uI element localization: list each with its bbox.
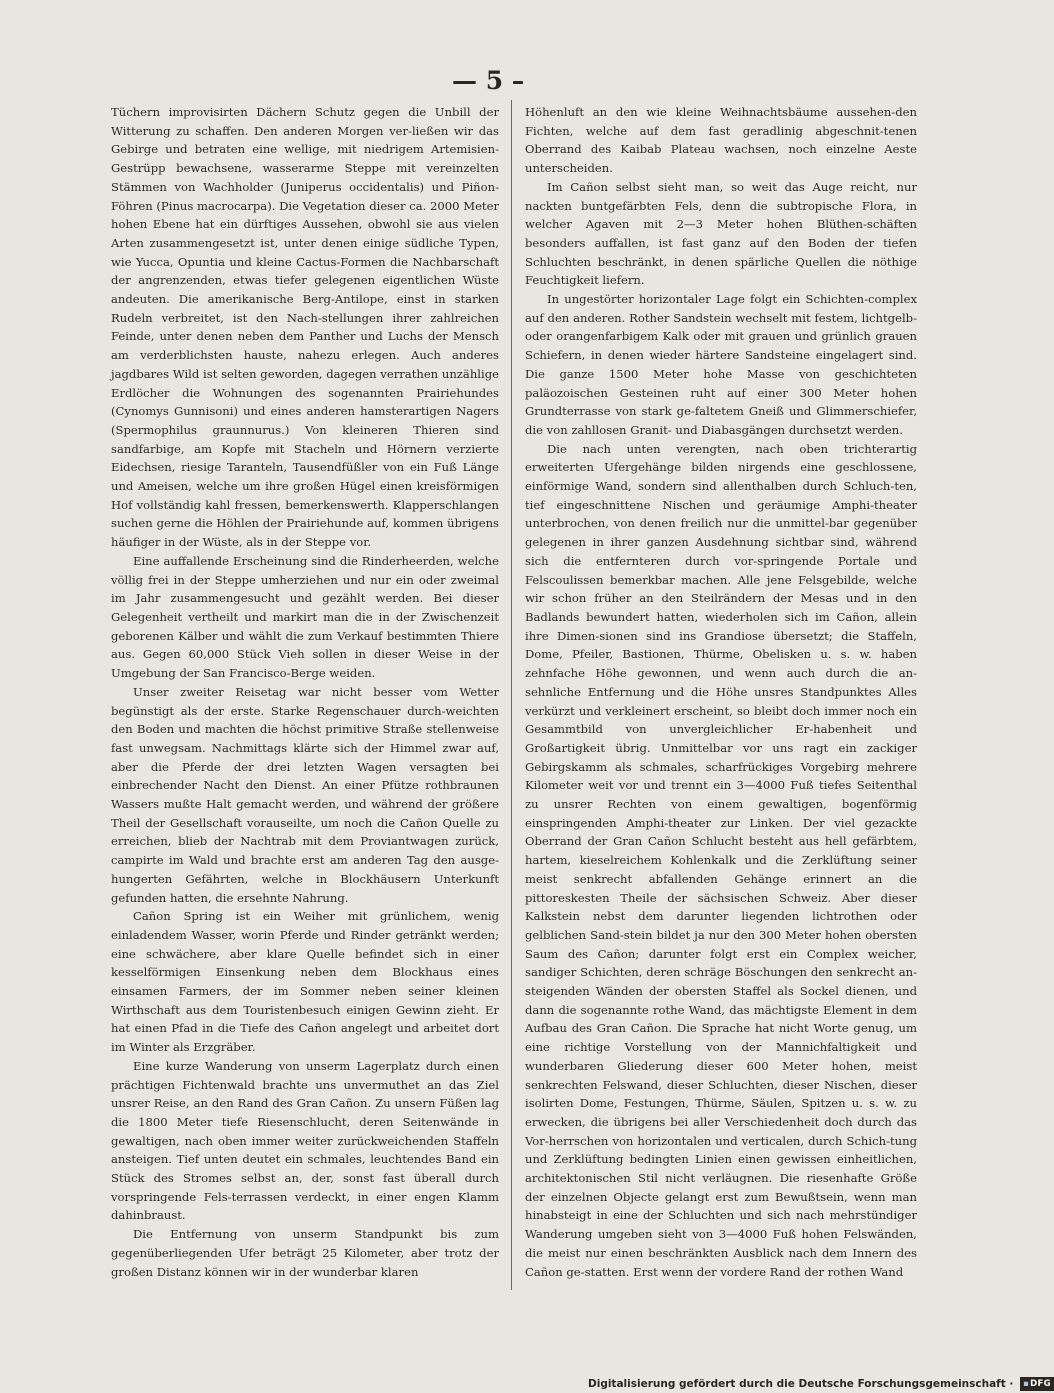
paragraph: Im Cañon selbst sieht man, so weit das Auge reicht, nur nackten buntgefärbten Fels, denn die subtropische Flora, in welcher Agaven mit 2—3 Meter hohen Blüthen-schäften besonders auffallen, ist fast ganz auf den Boden der tiefen Schluchten beschränkt, in denen spärliche Quellen die nöthige Feuchtigkeit liefern. [525,179,917,288]
paragraph: Eine auffallende Erscheinung sind die Rinderheerden, welche völlig frei in der Steppe umherziehen und nur ein oder zweimal im Jahr zusammengesucht und gezählt werden. Bei dieser Gelegenheit vertheilt und markirt man die in der Zwischenzeit geborenen Kälber und wählt die zum Verkauf bestimmten Thiere aus. Gegen 60,000 Stück Vieh sollen in dieser Weise in der Umgebung der San Francisco-Berge weiden. [111,553,499,681]
dfg-logo-text: DFG [1030,1379,1051,1389]
dfg-logo [1020,1377,1054,1391]
digitization-credit [588,1375,1051,1393]
dfg-logo-mark: ▪ [1023,1379,1030,1389]
paragraph: Höhenluft an den wie kleine Weihnachtsbäume aussehen-den Fichten, welche auf dem fast geradlinig abgeschnit-tenen Oberrand des Kaibab Plateau wachsen, noch einzelne Aeste unterscheiden. [525,105,917,176]
page-number: — 5 – [452,66,525,95]
paragraph: Die nach unten verengten, nach oben trichterartig erweiterten Ufergehänge bilden nirgends eine geschlossene, einförmige Wand, sondern sind allenthalben durch Schluch-ten, tief eingeschnittene Nischen und geräumige Amphi-theater unterbrochen, von denen freilich nur die unmittel-bar gegenüber gelegenen in ihrer ganzen Ausdehnung sichtbar sind, während sich die entfernteren durch vor-springende Portale und Felscoulissen bemerkbar machen. Alle jene Felsgebilde, welche wir schon früher an den Steilrändern der Mesas und in den Badlands bewundert hatten, wiederholen sich im Cañon, allein ihre Dimen-sionen sind ins Grandiose übersetzt; die Staffeln, Dome, Pfeiler, Bastionen, Thürme, Obelisken u. s. w. haben zehnfache Höhe gewonnen, und wenn auch durch die an-sehnliche Entfernung und die Höhe unsres Standpunktes Alles verkürzt und verkleinert erscheint, so bleibt doch immer noch ein Gesammtbild von unvergleichlicher Er-habenheit und Großartigkeit übrig. Unmittelbar vor uns ragt ein zackiger Gebirgskamm als schmales, scharfrückiges Vorgebirg mehrere Kilometer weit vor und trennt ein 3—4000 Fuß tiefes Seitenthal zu unsrer Rechten von einem gewaltigen, bogenförmig einspringenden Amphi-theater zur Linken. Der viel gezackte Oberrand der Gran Cañon Schlucht besteht aus hell gefärbtem, hartem, kieselreichem Kohlenkalk und die Zerklüftung seiner meist senkrecht abfallenden Gehänge erinnert an die pittoreskesten Theile der sächsischen Schweiz. Aber dieser Kalkstein nebst dem darunter liegenden lichtrothen oder gelblichen Sand-stein bildet ja nur den 300 Meter hohen obersten Saum des Cañon; darunter folgt erst ein Complex weicher, sandiger Schichten, deren schräge Böschungen den senkrecht an-steigenden Wänden der obersten Staffel als Sockel dienen, und dann die sogenannte rothe Wand, das mächtigste Element in dem Aufbau des Gran Cañon. Die Sprache hat nicht Worte genug, um eine richtige Vorstellung von der Mannichfaltigkeit und wunderbaren Gliederung dieser 600 Meter hohen, meist senkrechten Felswand, dieser Schluchten, dieser Nischen, dieser isolirten Dome, Festungen, Thürme, Säulen, Spitzen u. s. w. zu erwecken, die übrigens bei aller Verschiedenheit doch durch das Vor-herrschen von horizontalen und verticalen, durch Schich-tung und Zerklüftung bedingten Linien einen gewissen einheitlichen, architektonischen Stil nicht verläugnen. Die riesenhafte Größe der einzelnen Objecte gelangt erst zum Bewußtsein, wenn man hinabsteigt in eine der Schluchten und sich nach mehrstündiger Wanderung umgeben sieht von 3—4000 Fuß hohen Felswänden, die meist nur einen beschränkten Ausblick nach dem Innern des Cañon ge-statten. Erst wenn der vordere Rand der rothen Wand [525,441,917,1279]
paragraph: In ungestörter horizontaler Lage folgt ein Schichten-complex auf den anderen. Rother Sandstein wechselt mit festem, lichtgelb- oder orangenfarbigem Kalk oder mit grauen und grünlich grauen Schiefern, in denen wieder härtere Sandsteine eingelagert sind. Die ganze 1500 Meter hohe Masse von geschichteten paläozoischen Gesteinen ruht auf einer 300 Meter hohen Grundterrasse von stark ge-faltetem Gneiß und Glimmerschiefer, die von zahllosen Granit- und Diabasgängen durchsetzt werden. [525,292,917,437]
paragraph: Eine kurze Wanderung von unserm Lagerplatz durch einen prächtigen Fichtenwald brachte uns unvermuthet an das Ziel unsrer Reise, an den Rand des Gran Cañon. Zu unsern Füßen lag die 1800 Meter tiefe Riesenschlucht, deren Seitenwände in gewaltigen, nach oben immer weiter zurückweichenden Staffeln ansteigen. Tief unten deutet ein schmales, leuchtendes Band ein Stück des Stromes selbst an, der, sonst fast überall durch vorspringende Fels-terrassen verdeckt, in einer engen Klamm dahinbraust. [111,1058,499,1223]
column-divider [511,100,512,1290]
text-column-left [111,103,499,1281]
text-column-right [525,103,917,1281]
digitization-credit-text: Digitalisierung gefördert durch die Deutsche Forschungsgemeinschaft · [588,1378,1014,1390]
paragraph: Tüchern improvisirten Dächern Schutz gegen die Unbill der Witterung zu schaffen. Den anderen Morgen ver-ließen wir das Gebirge und betraten eine wellige, mit niedrigem Artemisien-Gestrüpp bewachsene, wasserarme Steppe mit vereinzelten Stämmen von Wachholder (Juniperus occidentalis) und Piñon-Föhren (Pinus macrocarpa). Die Vegetation dieser ca. 2000 Meter hohen Ebene hat ein dürftiges Aussehen, obwohl sie aus vielen Arten zusammengesetzt ist, unter denen einige südliche Typen, wie Yucca, Opuntia und kleine Cactus-Formen die Nachbarschaft der angrenzenden, etwas tiefer gelegenen eigentlichen Wüste andeuten. Die amerikanische Berg-Antilope, einst in starken Rudeln verbreitet, ist den Nach-stellungen ihrer zahlreichen Feinde, unter denen neben dem Panther und Luchs der Mensch am verderblichsten hauste, nahezu erlegen. Auch anderes jagdbares Wild ist selten geworden, dagegen verrathen unzählige Erdlöcher die Wohnungen des sogenannten Prairiehundes (Cynomys Gunnisoni) und eines anderen hamsterartigen Nagers (Spermophilus graunnurus.) Von kleineren Thieren sind sandfarbige, am Kopfe mit Stacheln und Hörnern verzierte Eidechsen, riesige Taranteln, Tausendfüßler von ein Fuß Länge und Ameisen, welche um ihre großen Hügel einen kreisförmigen Hof vollständig kahl fressen, bemerkenswerth. Klapperschlangen suchen gerne die Höhlen der Prairiehunde auf, kommen übrigens häufiger in der Wüste, als in der Steppe vor. [111,105,499,550]
paragraph: Die Entfernung von unserm Standpunkt bis zum gegenüberliegenden Ufer beträgt 25 Kilometer, aber trotz der großen Distanz können wir in der wunderbar klaren [111,1227,499,1279]
paragraph: Unser zweiter Reisetag war nicht besser vom Wetter begünstigt als der erste. Starke Regenschauer durch-weichten den Boden und machten die höchst primitive Straße stellenweise fast unwegsam. Nachmittags klärte sich der Himmel zwar auf, aber die Pferde der drei letzten Wagen versagten bei einbrechender Nacht den Dienst. An einer Pfütze rothbraunen Wassers mußte Halt gemacht werden, und während der größere Theil der Gesellschaft vorauseilte, um noch die Cañon Quelle zu erreichen, blieb der Nachtrab mit dem Proviantwagen zurück, campirte im Wald und brachte erst am anderen Tag den ausge-hungerten Gefährten, welche in Blockhäusern Unterkunft gefunden hatten, die ersehnte Nahrung. [111,684,499,905]
paragraph: Cañon Spring ist ein Weiher mit grünlichem, wenig einladendem Wasser, worin Pferde und Rinder getränkt werden; eine schwächere, aber klare Quelle befindet sich in einer kesselförmigen Einsenkung neben dem Blockhaus eines einsamen Farmers, der im Sommer neben seiner kleinen Wirthschaft aus dem Touristenbesuch einigen Gewinn zieht. Er hat einen Pfad in die Tiefe des Cañon angelegt und arbeitet dort im Winter als Erzgräber. [111,909,499,1055]
